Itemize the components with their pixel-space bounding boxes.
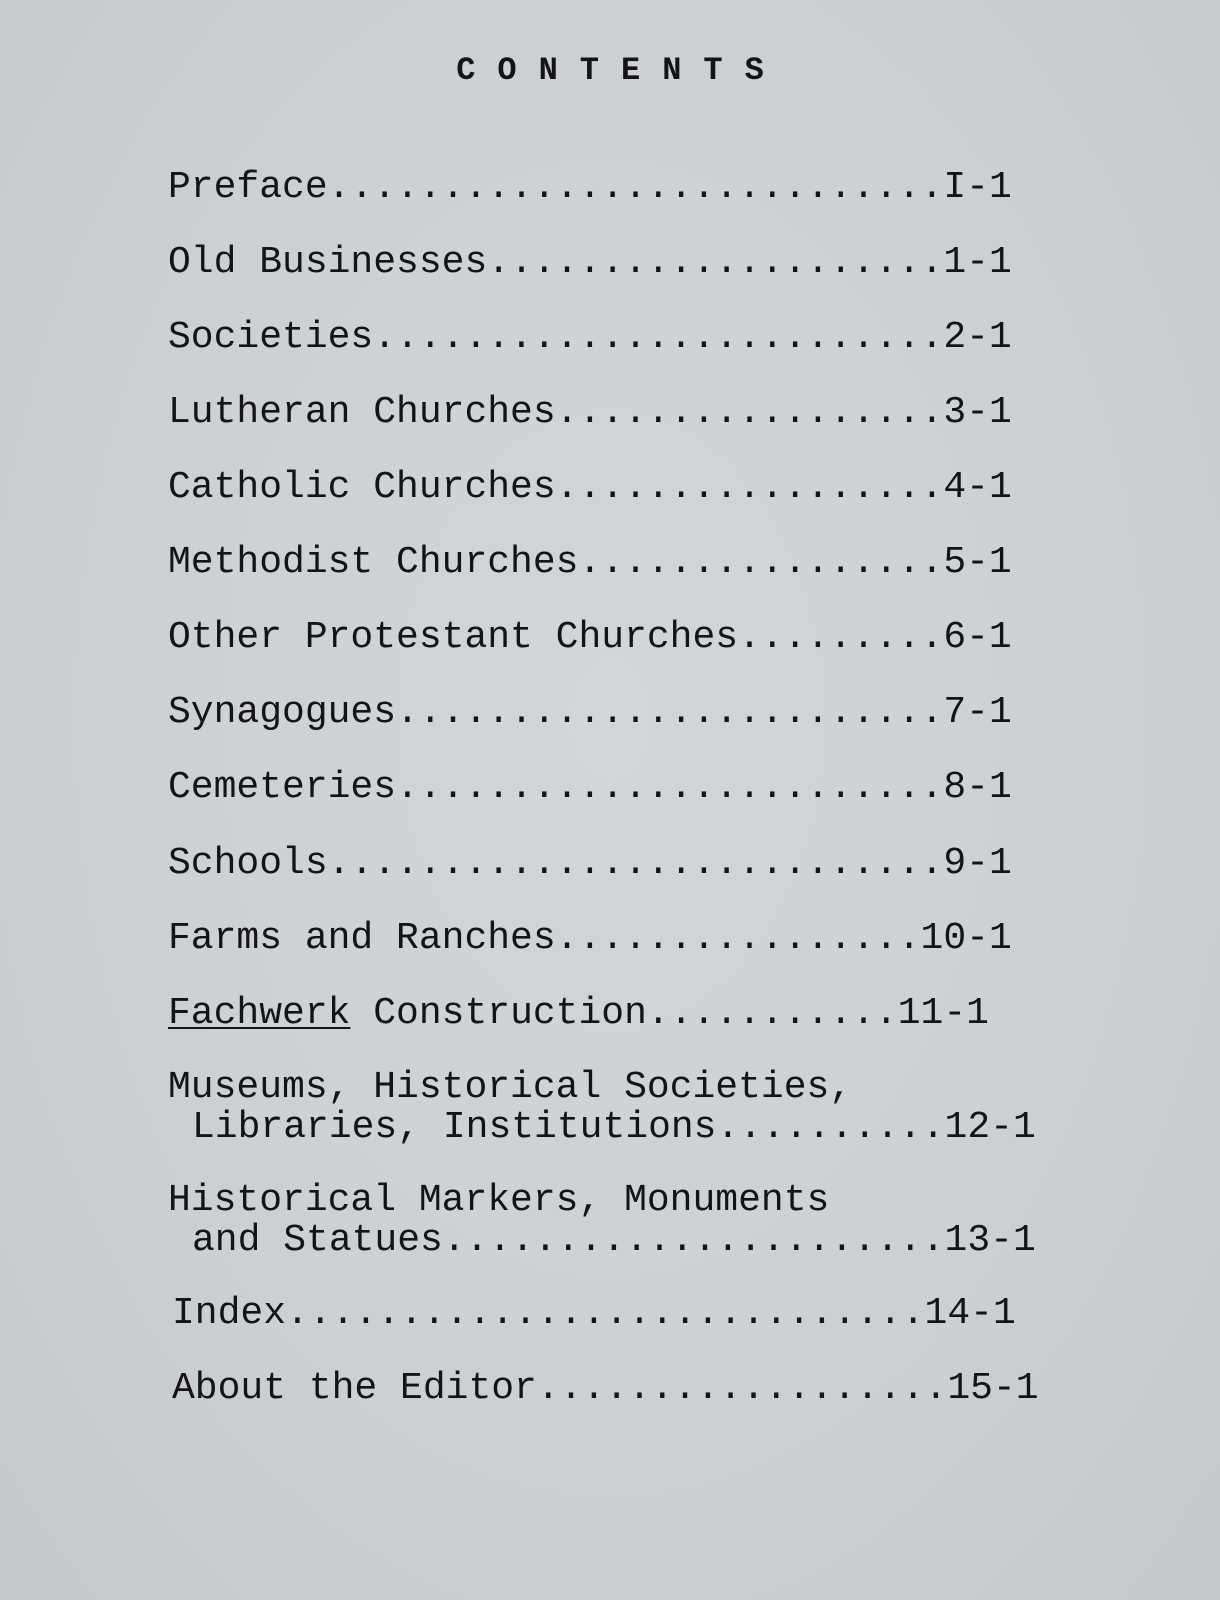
toc-entry-lutheran-churches: [168, 393, 1098, 433]
page-title: CONTENTS: [456, 52, 786, 89]
toc-leader: ..........: [716, 1106, 945, 1149]
toc-entry-methodist-churches: [168, 543, 1098, 583]
toc-label: Lutheran Churches: [168, 391, 556, 434]
toc-leader: .................: [555, 391, 944, 434]
toc-leader: ................: [578, 541, 944, 584]
toc-entry-historical-markers: [168, 1181, 1098, 1261]
toc-entry-farms-and-ranches: [168, 919, 1098, 959]
toc-entry-old-businesses: [168, 243, 1098, 283]
toc-label: Construction: [350, 992, 647, 1035]
toc-entry-synagogues: [168, 693, 1098, 733]
toc-page: 6-1: [943, 616, 1012, 659]
toc-page: 10-1: [920, 917, 1012, 960]
toc-label: Farms and Ranches: [168, 917, 556, 960]
toc-leader: ....................: [487, 241, 944, 284]
toc-label: Methodist Churches: [168, 541, 579, 584]
toc-label: Societies: [168, 316, 374, 359]
toc-entry-schools: [168, 844, 1098, 884]
toc-label: Preface: [168, 166, 328, 209]
toc-entry-about-the-editor: [172, 1369, 1102, 1409]
toc-leader: ........................: [396, 691, 944, 734]
toc-label: About the Editor: [172, 1367, 537, 1410]
toc-entry-preface: [168, 168, 1098, 208]
toc-page: 2-1: [943, 316, 1012, 359]
toc-label: Libraries, Institutions: [192, 1106, 717, 1149]
toc-label: Catholic Churches: [168, 466, 556, 509]
toc-line2: [168, 1221, 1098, 1261]
toc-page: 5-1: [943, 541, 1012, 584]
toc-entry-index: [172, 1294, 1102, 1334]
toc-page: 14-1: [924, 1292, 1016, 1335]
toc-page: I-1: [943, 166, 1012, 209]
toc-entry-societies: [168, 318, 1098, 358]
toc-leader: .................: [555, 466, 944, 509]
toc-leader: ................: [555, 917, 921, 960]
toc-label: Synagogues: [168, 691, 397, 734]
toc-page: 9-1: [943, 842, 1012, 885]
toc-page: 8-1: [943, 766, 1012, 809]
toc-page: 4-1: [943, 466, 1012, 509]
toc-page: 1-1: [943, 241, 1012, 284]
toc-label: and Statues: [192, 1219, 443, 1262]
toc-label: Old Businesses: [168, 241, 488, 284]
toc-page: 15-1: [947, 1367, 1039, 1410]
toc-leader: ........................: [396, 766, 944, 809]
toc-label: Cemeteries: [168, 766, 397, 809]
toc-leader: ...........: [646, 992, 898, 1035]
toc-label: Schools: [168, 842, 328, 885]
toc-leader: ......................: [442, 1219, 945, 1262]
toc-label-emphasis: Fachwerk: [168, 992, 351, 1035]
toc-leader: ...........................: [327, 166, 944, 209]
toc-leader: .........: [738, 616, 944, 659]
toc-entry-catholic-churches: [168, 468, 1098, 508]
toc-leader: ..................: [536, 1367, 948, 1410]
toc-line2: [168, 1108, 1098, 1148]
toc-page: 11-1: [897, 992, 989, 1035]
toc-label-line1: Museums, Historical Societies,: [168, 1066, 853, 1109]
toc-label-line1: Historical Markers, Monuments: [168, 1179, 830, 1222]
toc-leader: .........................: [373, 316, 944, 359]
toc-entry-fachwerk-construction: [168, 994, 1098, 1034]
toc-page: 12-1: [944, 1106, 1036, 1149]
toc-leader: ............................: [286, 1292, 925, 1335]
toc-entry-other-protestant-churches: [168, 618, 1098, 658]
toc-label: Other Protestant Churches: [168, 616, 739, 659]
toc-entry-museums: [168, 1068, 1098, 1148]
toc-page: 13-1: [944, 1219, 1036, 1262]
toc-page: 7-1: [943, 691, 1012, 734]
toc-leader: ...........................: [327, 842, 944, 885]
toc-label: Index: [172, 1292, 287, 1335]
toc-page: 3-1: [943, 391, 1012, 434]
toc-entry-cemeteries: [168, 768, 1098, 808]
